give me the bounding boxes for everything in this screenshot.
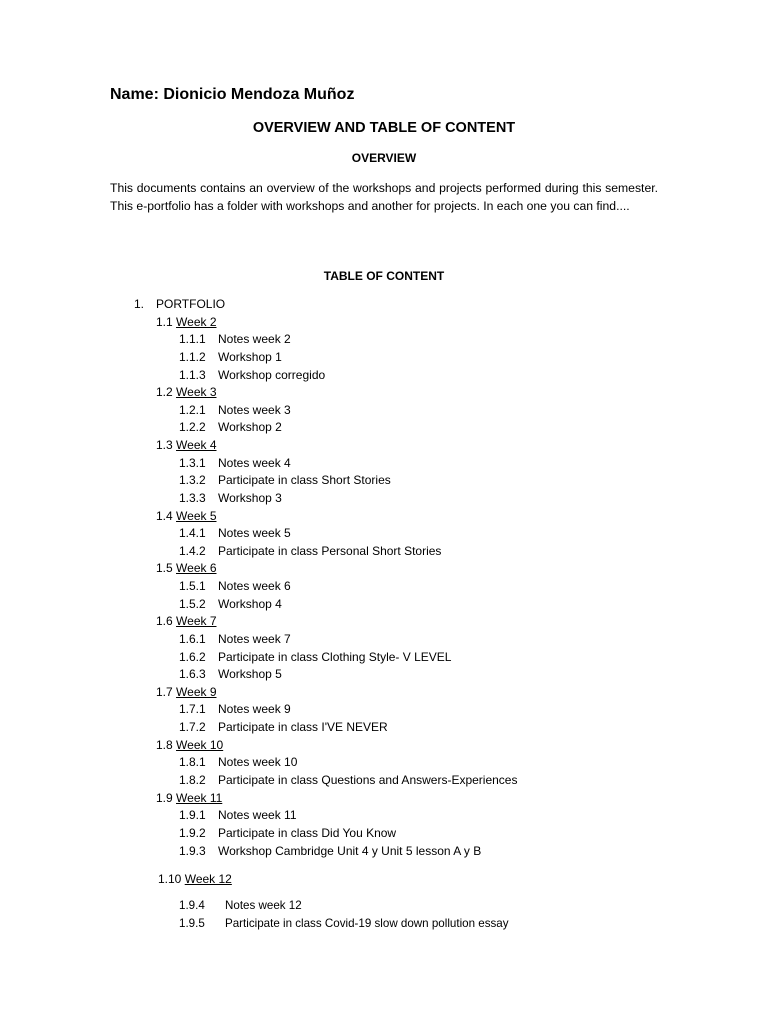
toc-week-link[interactable]: Week 9	[176, 685, 217, 699]
toc-item-label: Workshop 3	[218, 491, 282, 505]
toc-item-number: 1.1.3	[179, 368, 206, 382]
toc-week	[156, 385, 217, 400]
toc-item-number: 1.6.2	[179, 650, 206, 664]
toc-week-link[interactable]: Week 6	[176, 561, 217, 575]
toc-item-number: 1.3.3	[179, 491, 206, 505]
toc-item-label: Notes week 7	[218, 632, 291, 646]
toc-week	[158, 872, 232, 887]
toc-item	[179, 456, 291, 471]
toc-week-link[interactable]: Week 11	[176, 791, 223, 805]
toc-item-label: Participate in class Clothing Style- V LEVEL	[218, 650, 452, 664]
toc-item	[179, 544, 441, 559]
toc-item	[179, 808, 297, 823]
toc-item	[179, 844, 481, 859]
toc-week	[156, 509, 217, 524]
toc-item-number: 1.7.1	[179, 702, 206, 716]
toc-week-link[interactable]: Week 4	[176, 438, 217, 452]
toc-item-label: Notes week 2	[218, 332, 291, 346]
toc-week	[156, 561, 217, 576]
toc-item-label: Notes week 6	[218, 579, 291, 593]
toc-week-link[interactable]: Week 5	[176, 509, 217, 523]
toc-item-label: Participate in class Short Stories	[218, 473, 391, 487]
toc-week-link[interactable]: Week 7	[176, 614, 217, 628]
toc-item-number: 1.9.5	[179, 917, 205, 930]
toc-item	[179, 420, 282, 435]
toc-item-number: 1.3.2	[179, 473, 206, 487]
toc-week	[156, 738, 223, 753]
toc-week-link[interactable]: Week 3	[176, 385, 217, 399]
document-title: OVERVIEW AND TABLE OF CONTENT	[252, 120, 516, 136]
toc-item-label: Workshop corregido	[218, 368, 326, 382]
toc-item-number: 1.9.1	[179, 808, 206, 822]
toc-week-number: 1.4	[156, 509, 173, 523]
toc-week	[156, 685, 217, 700]
toc-week-number: 1.10	[158, 872, 182, 886]
toc-item	[179, 720, 388, 735]
toc-section	[134, 297, 225, 312]
toc-item-number: 1.8.2	[179, 773, 206, 787]
toc-item-label: Notes week 11	[218, 808, 297, 822]
toc-item-label: Notes week 12	[225, 899, 302, 912]
toc-item-number: 1.9.2	[179, 826, 206, 840]
toc-week-number: 1.3	[156, 438, 173, 452]
toc-item	[179, 916, 509, 931]
toc-item	[179, 350, 282, 365]
toc-item-label: Workshop 5	[218, 667, 282, 681]
toc-item-number: 1.2.2	[179, 420, 206, 434]
toc-item-label: Notes week 5	[218, 526, 291, 540]
student-name: Name: Dionicio Mendoza Muñoz	[110, 86, 355, 103]
toc-section-number: 1.	[134, 297, 145, 311]
toc-week	[156, 791, 222, 806]
toc-item-label: Participate in class Covid-19 slow down pollution essay	[225, 917, 509, 930]
toc-item-number: 1.6.3	[179, 667, 206, 681]
toc-week-number: 1.7	[156, 685, 173, 699]
toc-item	[179, 332, 291, 347]
toc-item-number: 1.9.3	[179, 844, 206, 858]
toc-item	[179, 597, 282, 612]
toc-item-label: Participate in class Did You Know	[218, 826, 397, 840]
toc-item	[179, 826, 396, 841]
toc-heading: TABLE OF CONTENT	[323, 269, 445, 283]
toc-week	[156, 614, 217, 629]
toc-item	[179, 579, 291, 594]
toc-item	[179, 473, 391, 488]
toc-item-number: 1.5.2	[179, 597, 206, 611]
toc-item	[179, 491, 282, 506]
toc-item	[179, 632, 291, 647]
toc-item-number: 1.4.2	[179, 544, 206, 558]
toc-week-link[interactable]: Week 2	[176, 315, 217, 329]
toc-item-number: 1.5.1	[179, 579, 206, 593]
toc-item-label: Workshop 2	[218, 420, 282, 434]
toc-item-number: 1.7.2	[179, 720, 206, 734]
toc-item-number: 1.4.1	[179, 526, 206, 540]
toc-item-label: Participate in class Questions and Answers-Experiences	[218, 773, 518, 787]
toc-item-label: Workshop Cambridge Unit 4 y Unit 5 lesson A y B	[218, 844, 482, 858]
toc-item	[179, 755, 297, 770]
toc-item	[179, 667, 282, 682]
toc-week-number: 1.5	[156, 561, 173, 575]
toc-week-number: 1.8	[156, 738, 173, 752]
toc-week-number: 1.9	[156, 791, 173, 805]
toc-item-number: 1.8.1	[179, 755, 206, 769]
toc-week-number: 1.1	[156, 315, 173, 329]
toc-item-number: 1.9.4	[179, 899, 205, 912]
toc-item	[179, 650, 451, 665]
toc-item	[179, 368, 325, 383]
toc-week-link[interactable]: Week 10	[176, 738, 224, 752]
toc-week-number: 1.6	[156, 614, 173, 628]
toc-item-label: Participate in class Personal Short Stories	[218, 544, 442, 558]
toc-week-link[interactable]: Week 12	[184, 872, 232, 886]
toc-item	[179, 526, 291, 541]
toc-item	[179, 898, 302, 913]
toc-item-label: Workshop 4	[218, 597, 282, 611]
toc-item-label: Participate in class I'VE NEVER	[218, 720, 388, 734]
toc-item-label: Notes week 4	[218, 456, 291, 470]
toc-item-number: 1.3.1	[179, 456, 206, 470]
toc-item-label: Notes week 10	[218, 755, 298, 769]
toc-item-label: Workshop 1	[218, 350, 282, 364]
toc-item-number: 1.1.1	[179, 332, 206, 346]
toc-item	[179, 773, 517, 788]
toc-item-number: 1.1.2	[179, 350, 206, 364]
toc-week-number: 1.2	[156, 385, 173, 399]
toc-item-label: Notes week 3	[218, 403, 291, 417]
toc-item-label: Notes week 9	[218, 702, 291, 716]
overview-heading: OVERVIEW	[351, 151, 417, 165]
toc-week	[156, 438, 217, 453]
toc-week	[156, 315, 217, 330]
toc-item	[179, 403, 291, 418]
toc-item-number: 1.2.1	[179, 403, 206, 417]
toc-item	[179, 702, 291, 717]
toc-section-label: PORTFOLIO	[156, 297, 226, 311]
toc-item-number: 1.6.1	[179, 632, 206, 646]
overview-paragraph: This documents contains an overview of the workshops and projects performed during this semester. This e-portfolio has a folder with workshops and another for projects. In each one you can find....	[110, 181, 658, 213]
